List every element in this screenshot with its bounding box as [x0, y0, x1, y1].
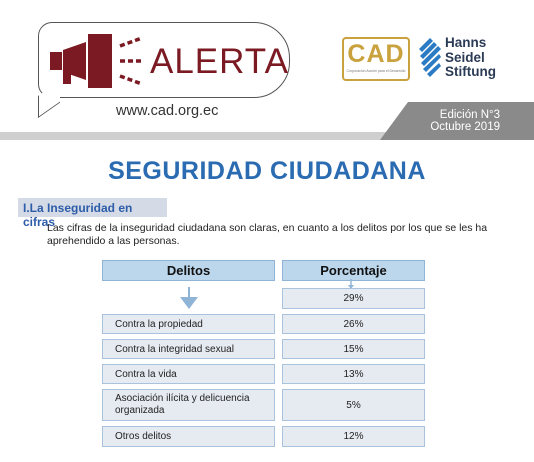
table-row-value: 26% — [282, 314, 425, 334]
brand-word: ALERTA — [150, 42, 289, 81]
table-row-label: Otros delitos — [102, 426, 275, 447]
edition-number: Edición N°3 — [439, 109, 500, 121]
table-row-label: Contra la integridad sexual — [102, 339, 275, 359]
cad-logo-subtext: Corporación Acción para el Desarrollo — [346, 69, 406, 73]
intro-paragraph: Las cifras de la inseguridad ciudadana son claras, en cuanto a los delitos por los que se les ha aprehendido a las personas. — [47, 222, 488, 247]
table-row-value: 15% — [282, 339, 425, 359]
edition-date: Octubre 2019 — [430, 121, 500, 133]
section-heading: I.La Inseguridad en cifras — [18, 198, 167, 217]
megaphone-icon — [46, 30, 146, 92]
table-row-label: Contra la vida — [102, 364, 275, 384]
foundation-line: Stiftung — [445, 64, 496, 79]
foundation-line: Seidel — [445, 49, 485, 65]
table-header-porcentaje: Porcentaje — [282, 260, 425, 281]
table-header-delitos: Delitos — [102, 260, 275, 281]
foundation-name — [445, 36, 496, 80]
table-row-value: 5% — [282, 389, 425, 421]
cad-logo-text: CAD — [347, 40, 405, 68]
arrow-down-icon — [178, 287, 200, 309]
hanns-seidel-logo-icon — [419, 38, 441, 78]
table-row-value: 13% — [282, 364, 425, 384]
cad-logo — [342, 37, 410, 81]
page-title: SEGURIDAD CIUDADANA — [108, 157, 426, 185]
website-url[interactable]: www.cad.org.ec — [116, 103, 219, 119]
table-row-label: Contra la propiedad — [102, 314, 275, 334]
table-row-value: 29% — [282, 288, 425, 309]
table-row-value: 12% — [282, 426, 425, 447]
foundation-line: Hanns — [445, 35, 487, 50]
header — [0, 0, 534, 142]
edition-info — [430, 109, 500, 133]
table-row-label: Asociación ilícita y delicuencia organizada — [102, 389, 275, 421]
